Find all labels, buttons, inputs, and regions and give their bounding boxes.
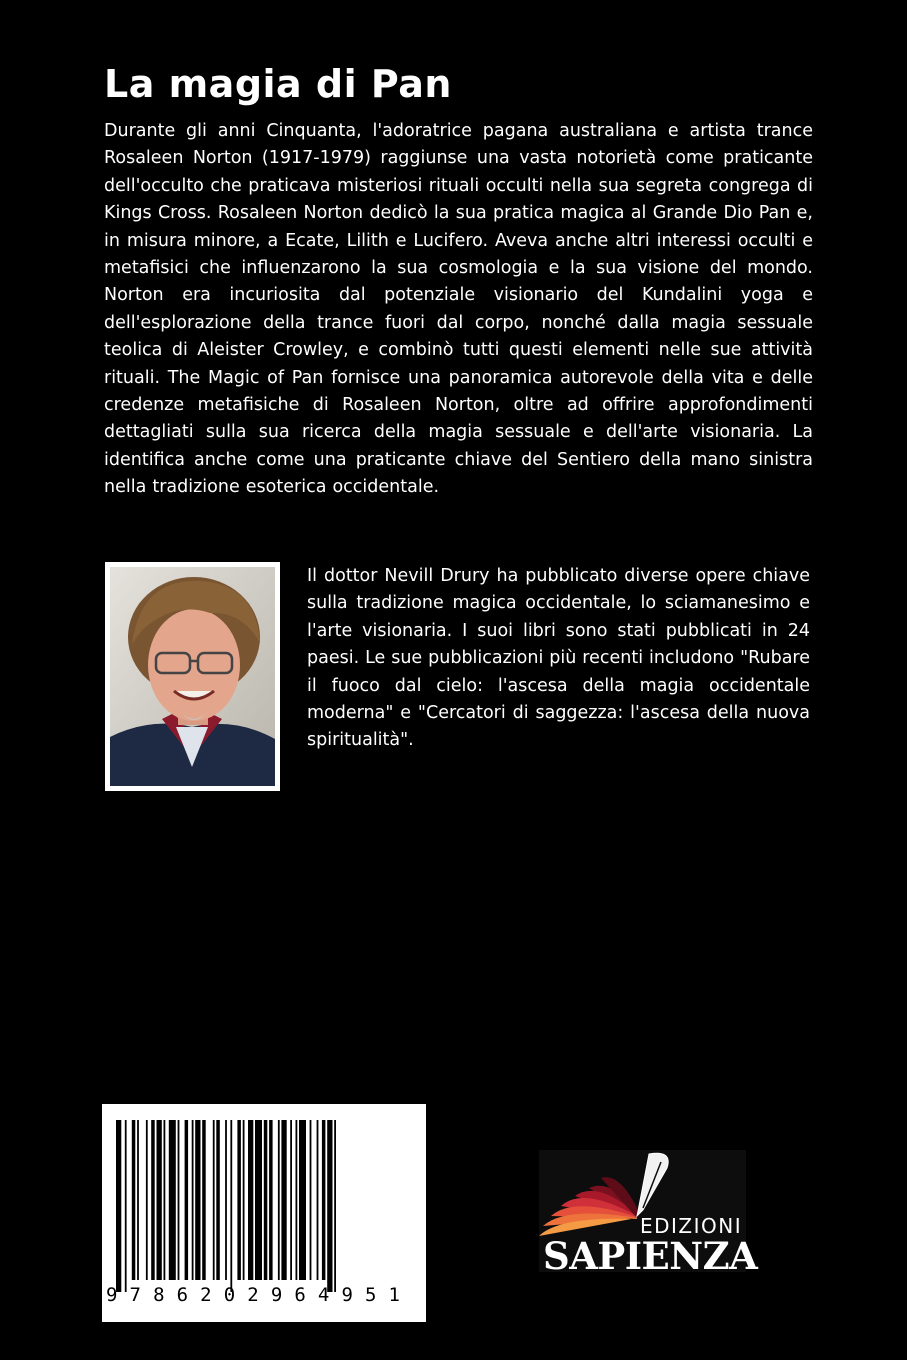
barcode-bar — [334, 1120, 336, 1292]
barcode-bar — [178, 1120, 180, 1280]
book-title: La magia di Pan — [104, 62, 452, 106]
barcode-bar — [278, 1120, 280, 1280]
barcode-bar — [132, 1120, 136, 1280]
barcode-bar — [230, 1120, 232, 1292]
author-portrait-image — [110, 567, 275, 786]
book-synopsis: Durante gli anni Cinquanta, l'adoratrice pagana australiana e artista trance Rosaleen Norton (1917-1979) raggiunse una vasta notorietà come praticante dell'occulto che praticava misteriosi rituali occulti nella sua segreta congrega di Kings Cross. Rosaleen Norton dedicò la sua pratica magica al Grande Dio Pan e, in misura minore, a Ecate, Lilith e Lucifero. Aveva anche altri interessi occulti e metafisici che influenzarono la sua cosmologia e la sua visione del mondo. Norton era incuriosita dal potenziale visionario del Kundalini yoga e dell'esplorazione della trance fuori dal corpo, nonché dalla magia sessuale teolica di Aleister Crowley, e combinò tutti questi elementi nelle sue attività rituali. The Magic of Pan fornisce una panoramica autorevole della vita e delle credenze metafisiche di Rosaleen Norton, oltre ad offrire approfondimenti dettagliati sulla sua ricerca della magia sessuale e dell'arte visionaria. La identifica anche come una praticante chiave del Sentiero della mano sinistra nella tradizione esoterica occidentale. — [104, 121, 813, 498]
publisher-name: SAPIENZA — [543, 1234, 758, 1278]
barcode-bar — [137, 1120, 139, 1280]
barcode-bar — [310, 1120, 312, 1280]
barcode-bar — [192, 1120, 194, 1280]
barcode-bar — [157, 1120, 162, 1280]
barcode-bar — [269, 1120, 273, 1280]
barcode-bar — [169, 1120, 176, 1280]
publisher-label-edizioni: EDIZIONI — [640, 1214, 743, 1238]
barcode-bar — [248, 1120, 253, 1280]
barcode-bar — [243, 1120, 245, 1280]
barcode-bar — [125, 1120, 127, 1292]
barcode-bar — [213, 1120, 215, 1280]
barcode-bar — [237, 1120, 241, 1280]
barcode-bar — [290, 1120, 292, 1280]
barcode-bar — [264, 1120, 268, 1280]
barcode-bar — [255, 1120, 262, 1280]
barcode-bar — [146, 1120, 148, 1280]
author-bio: Il dottor Nevill Drury ha pubblicato diverse opere chiave sulla tradizione magica occidentale, lo sciamanesimo e l'arte visionaria. I suoi libri sono stati pubblicati in 24 paesi. Le sue pubblicazioni più recenti includono "Rubare il fuoco dal cielo: l'ascesa della magia occidentale moderna" e "Cercatori di saggezza: l'ascesa della nuova spiritualità". — [307, 566, 810, 751]
author-photo — [105, 562, 280, 791]
barcode-bar — [151, 1120, 155, 1280]
barcode-bar — [296, 1120, 298, 1280]
barcode-bar — [317, 1120, 319, 1280]
barcode-bar — [327, 1120, 332, 1292]
barcode-bars — [102, 1104, 426, 1322]
isbn-number: 9 7 8 6 2 0 2 9 6 4 9 5 1 — [106, 1284, 400, 1306]
barcode-bar — [281, 1120, 286, 1280]
barcode-bar — [116, 1120, 121, 1292]
barcode-bar — [322, 1120, 326, 1280]
barcode-bar — [164, 1120, 166, 1280]
isbn-barcode — [102, 1104, 426, 1322]
barcode-bar — [225, 1120, 227, 1280]
barcode-bar — [185, 1120, 189, 1280]
barcode-bar — [195, 1120, 200, 1280]
publisher-logo — [539, 1150, 758, 1278]
barcode-bar — [202, 1120, 206, 1280]
barcode-bar — [299, 1120, 306, 1280]
barcode-bar — [216, 1120, 220, 1280]
